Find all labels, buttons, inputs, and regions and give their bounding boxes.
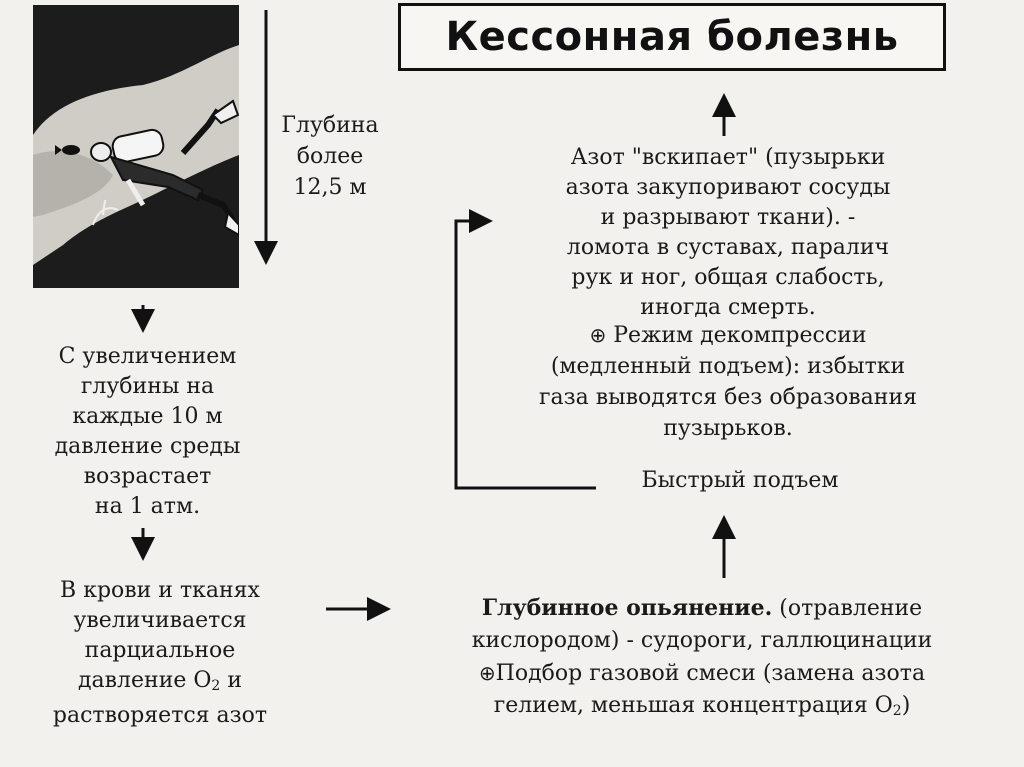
decompression-text: ⊕ Режим декомпрессии (медленный подъем): избытки газа выводятся без образования пузырьков. (539, 323, 917, 441)
deep-intoxication-term: Глубинное опьянение. (481, 595, 773, 621)
fast-ascent-label: Быстрый подъем (641, 468, 839, 493)
plus-icon: ⊕ (589, 323, 607, 347)
plus-icon: ⊕ (478, 661, 496, 685)
deep-intoxication-text: Глубинное опьянение. (отравление кислородом) - судороги, галлюцинации ⊕Подбор газовой смеси (замена азота гелием, меньшая концентрация $O_2$) (471, 595, 933, 719)
blood-text: В крови и тканях увеличивается парциальное давление $O_2$ и растворяется азот (52, 578, 268, 728)
pressure-text: С увеличением глубины на каждые 10 м давление среды возрастает на 1 атм. (54, 344, 241, 519)
diagram-title: Кессонная болезнь (445, 14, 899, 60)
depth-label: Глубина более 12,5 м (281, 113, 379, 200)
nitrogen-text: Азот "вскипает" (пузырьки азота закупоривают сосуды и разрывают ткани). - ломота в суставах, паралич рук и ног, общая слабость, иногда смерть. (565, 145, 891, 320)
